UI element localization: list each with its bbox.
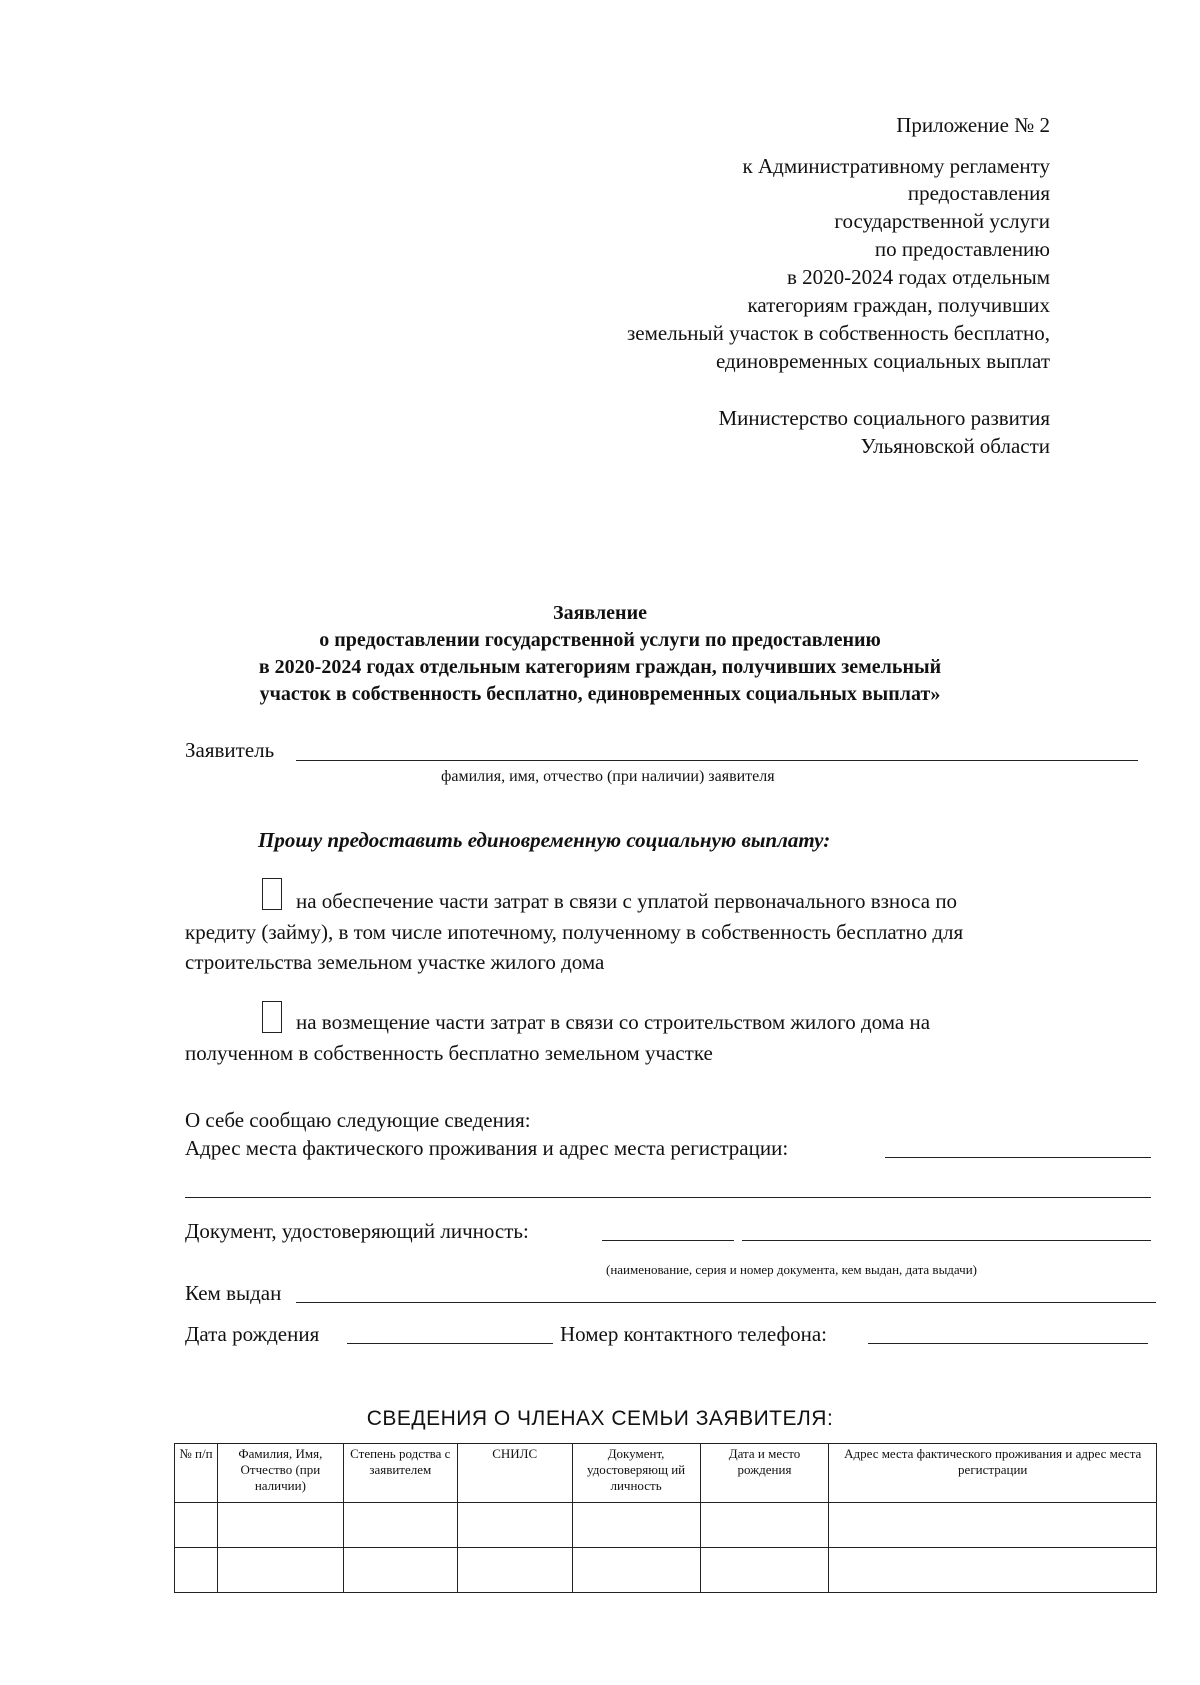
document-series-field[interactable] [602,1240,734,1241]
column-header: Дата и место рождения [700,1444,829,1503]
request-heading: Прошу предоставить единовременную социальную выплату: [258,828,831,852]
recipient-line: Министерство социального развития [718,406,1050,430]
document-label: Документ, удостоверяющий личность: [185,1219,529,1243]
family-table [174,1443,1157,1593]
issued-by-field[interactable] [296,1302,1156,1303]
table-cell[interactable] [343,1503,457,1548]
column-header: Документ, удостоверяющ ий личность [572,1444,700,1503]
table-cell[interactable] [829,1548,1157,1593]
table-cell[interactable] [217,1503,343,1548]
option2-checkbox[interactable] [262,1001,282,1033]
title-line: о предоставлении государственной услуги по предоставлению [319,629,881,651]
column-header: № п/п [175,1444,218,1503]
issued-by-label: Кем выдан [185,1281,282,1305]
about-intro: О себе сообщаю следующие сведения: [185,1108,531,1132]
option1-text: строительства земельном участке жилого дома [185,950,605,974]
header-line: государственной услуги [834,209,1050,233]
family-heading: СВЕДЕНИЯ О ЧЛЕНАХ СЕМЬИ ЗАЯВИТЕЛЯ: [366,1407,834,1430]
header-line: к Административному регламенту [742,154,1050,178]
table-row [175,1548,1157,1593]
option1-text: кредиту (займу), в том числе ипотечному, полученному в собственность бесплатно для [185,920,964,944]
header-line: в 2020-2024 годах отдельным [787,265,1050,289]
appendix-number: Приложение № 2 [896,113,1050,137]
recipient-line: Ульяновской области [860,434,1050,458]
address-field[interactable] [885,1157,1151,1158]
document-title: Заявление [553,602,647,624]
header-line: единовременных социальных выплат [715,349,1050,373]
phone-label: Номер контактного телефона: [560,1322,827,1346]
address-label: Адрес места фактического проживания и адрес места регистрации: [185,1136,789,1160]
address-field-continued[interactable] [185,1197,1151,1198]
applicant-hint: фамилия, имя, отчество (при наличии) заявителя [441,768,775,785]
applicant-name-field[interactable] [296,760,1138,761]
table-row [175,1503,1157,1548]
table-cell[interactable] [457,1548,572,1593]
birth-date-label: Дата рождения [185,1322,320,1346]
table-cell[interactable] [700,1503,829,1548]
table-cell[interactable] [572,1503,700,1548]
header-line: категориям граждан, получивших [747,293,1050,317]
option2-text: на возмещение части затрат в связи со строительством жилого дома на [296,1010,931,1034]
table-cell[interactable] [175,1548,218,1593]
column-header: Фамилия, Имя, Отчество (при наличии) [217,1444,343,1503]
column-header: Степень родства с заявителем [343,1444,457,1503]
title-line: в 2020-2024 годах отдельным категориям граждан, получивших земельный [258,656,942,678]
document-hint: (наименование, серия и номер документа, кем выдан, дата выдачи) [606,1262,977,1277]
option1-text: на обеспечение части затрат в связи с уплатой первоначального взноса по [296,889,958,913]
table-cell[interactable] [572,1548,700,1593]
phone-field[interactable] [868,1343,1148,1344]
table-cell[interactable] [343,1548,457,1593]
title-line: участок в собственность бесплатно, единовременных социальных выплат» [259,683,941,705]
birth-date-field[interactable] [347,1343,553,1344]
table-cell[interactable] [457,1503,572,1548]
column-header: СНИЛС [457,1444,572,1503]
applicant-label: Заявитель [185,738,275,762]
header-line: предоставления [907,181,1050,205]
column-header: Адрес места фактического проживания и адрес места регистрации [829,1444,1157,1503]
table-cell[interactable] [700,1548,829,1593]
table-cell[interactable] [829,1503,1157,1548]
document-details-field[interactable] [742,1240,1151,1241]
option2-text: полученном в собственность бесплатно земельном участке [185,1041,713,1065]
table-cell[interactable] [217,1548,343,1593]
table-header-row [175,1444,1157,1503]
header-line: по предоставлению [874,237,1050,261]
table-cell[interactable] [175,1503,218,1548]
header-line: земельный участок в собственность бесплатно, [626,321,1050,345]
option1-checkbox[interactable] [262,878,282,910]
